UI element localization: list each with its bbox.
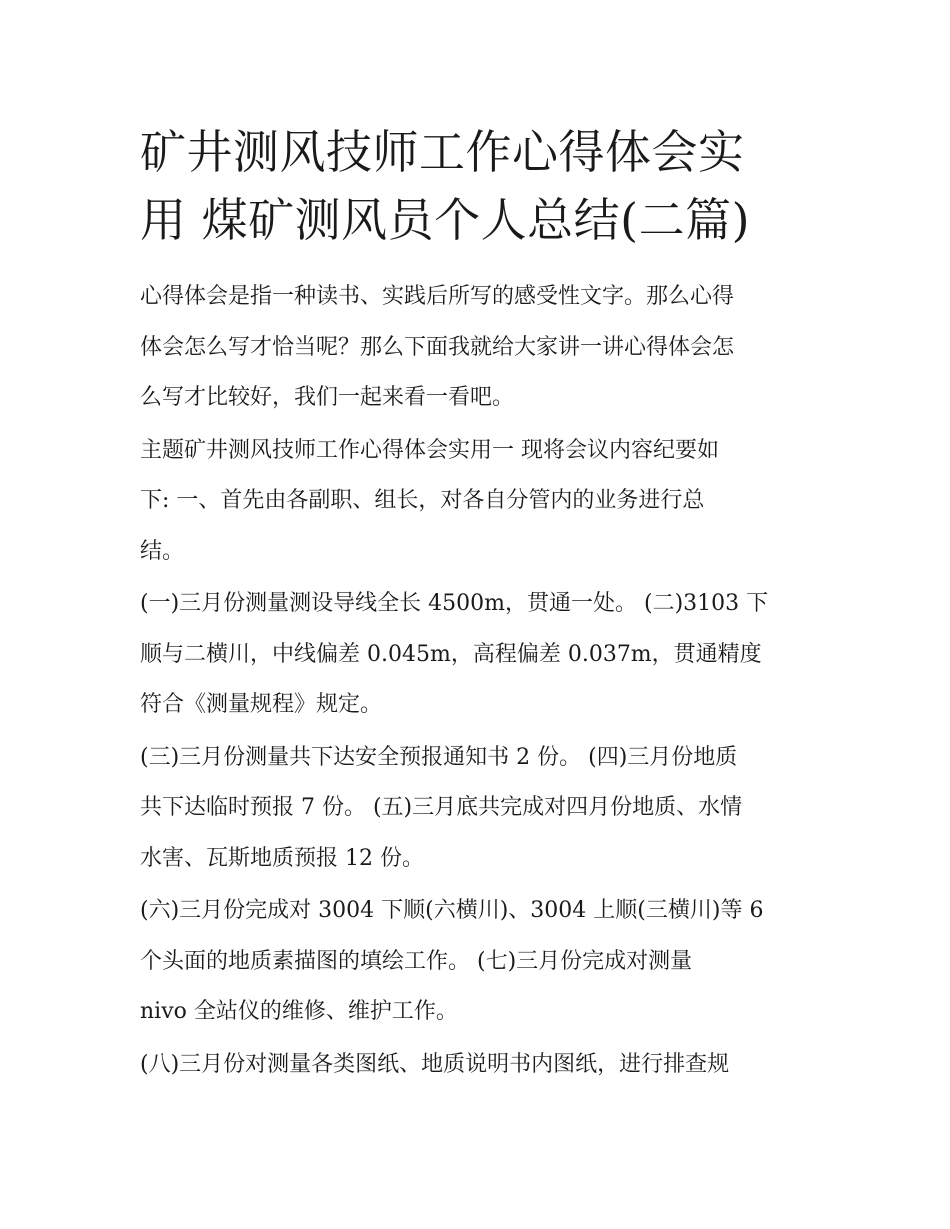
- text-line: 水害、瓦斯地质预报 12 份。: [140, 845, 424, 871]
- paragraph-topic: [140, 426, 820, 578]
- title-line-1: 矿井测风技师工作心得体会实: [140, 125, 745, 179]
- text-line: 体会怎么写才恰当呢？那么下面我就给大家讲一讲心得体会怎: [140, 334, 735, 360]
- text-line: 心得体会是指一种读书、实践后所写的感受性文字。那么心得: [140, 284, 735, 309]
- paragraph-item-6-7: [140, 886, 820, 1038]
- document-page: [140, 118, 820, 1092]
- text-line: 共下达临时预报 7 份。 (五)三月底共完成对四月份地质、水情: [140, 795, 743, 820]
- text-line: 顺与二横川，中线偏差 0.045m，高程偏差 0.037m，贯通精度: [140, 641, 762, 667]
- paragraph-item-1-2: [140, 579, 820, 731]
- text-line: 个头面的地质素描图的填绘工作。 (七)三月份完成对测量: [140, 948, 693, 974]
- text-line: 下: 一、首先由各副职、组长，对各自分管内的业务进行总: [140, 488, 705, 513]
- text-line: nivo 全站仪的维修、维护工作。: [140, 999, 458, 1024]
- title-line-2: 用 煤矿测风员个人总结(二篇): [140, 193, 751, 247]
- paragraph-item-8: [140, 1040, 820, 1091]
- text-line: 主题矿井测风技师工作心得体会实用一 现将会议内容纪要如: [140, 437, 719, 463]
- text-line: (六)三月份完成对 3004 下顺(六横川)、3004 上顺(三横川)等 6: [140, 898, 764, 923]
- document-title: [140, 118, 820, 254]
- text-line: (八)三月份对测量各类图纸、地质说明书内图纸，进行排查规: [140, 1051, 730, 1077]
- paragraph-item-3-5: [140, 733, 820, 885]
- paragraph-intro: [140, 272, 820, 424]
- text-line: (三)三月份测量共下达安全预报通知书 2 份。 (四)三月份地质: [140, 744, 738, 770]
- text-line: (一)三月份测量测设导线全长 4500m，贯通一处。 (二)3103 下: [140, 591, 769, 616]
- text-line: 符合《测量规程》规定。: [140, 692, 383, 717]
- text-line: 么写才比较好，我们一起来看一看吧。: [140, 385, 515, 410]
- text-line: 结。: [140, 538, 185, 564]
